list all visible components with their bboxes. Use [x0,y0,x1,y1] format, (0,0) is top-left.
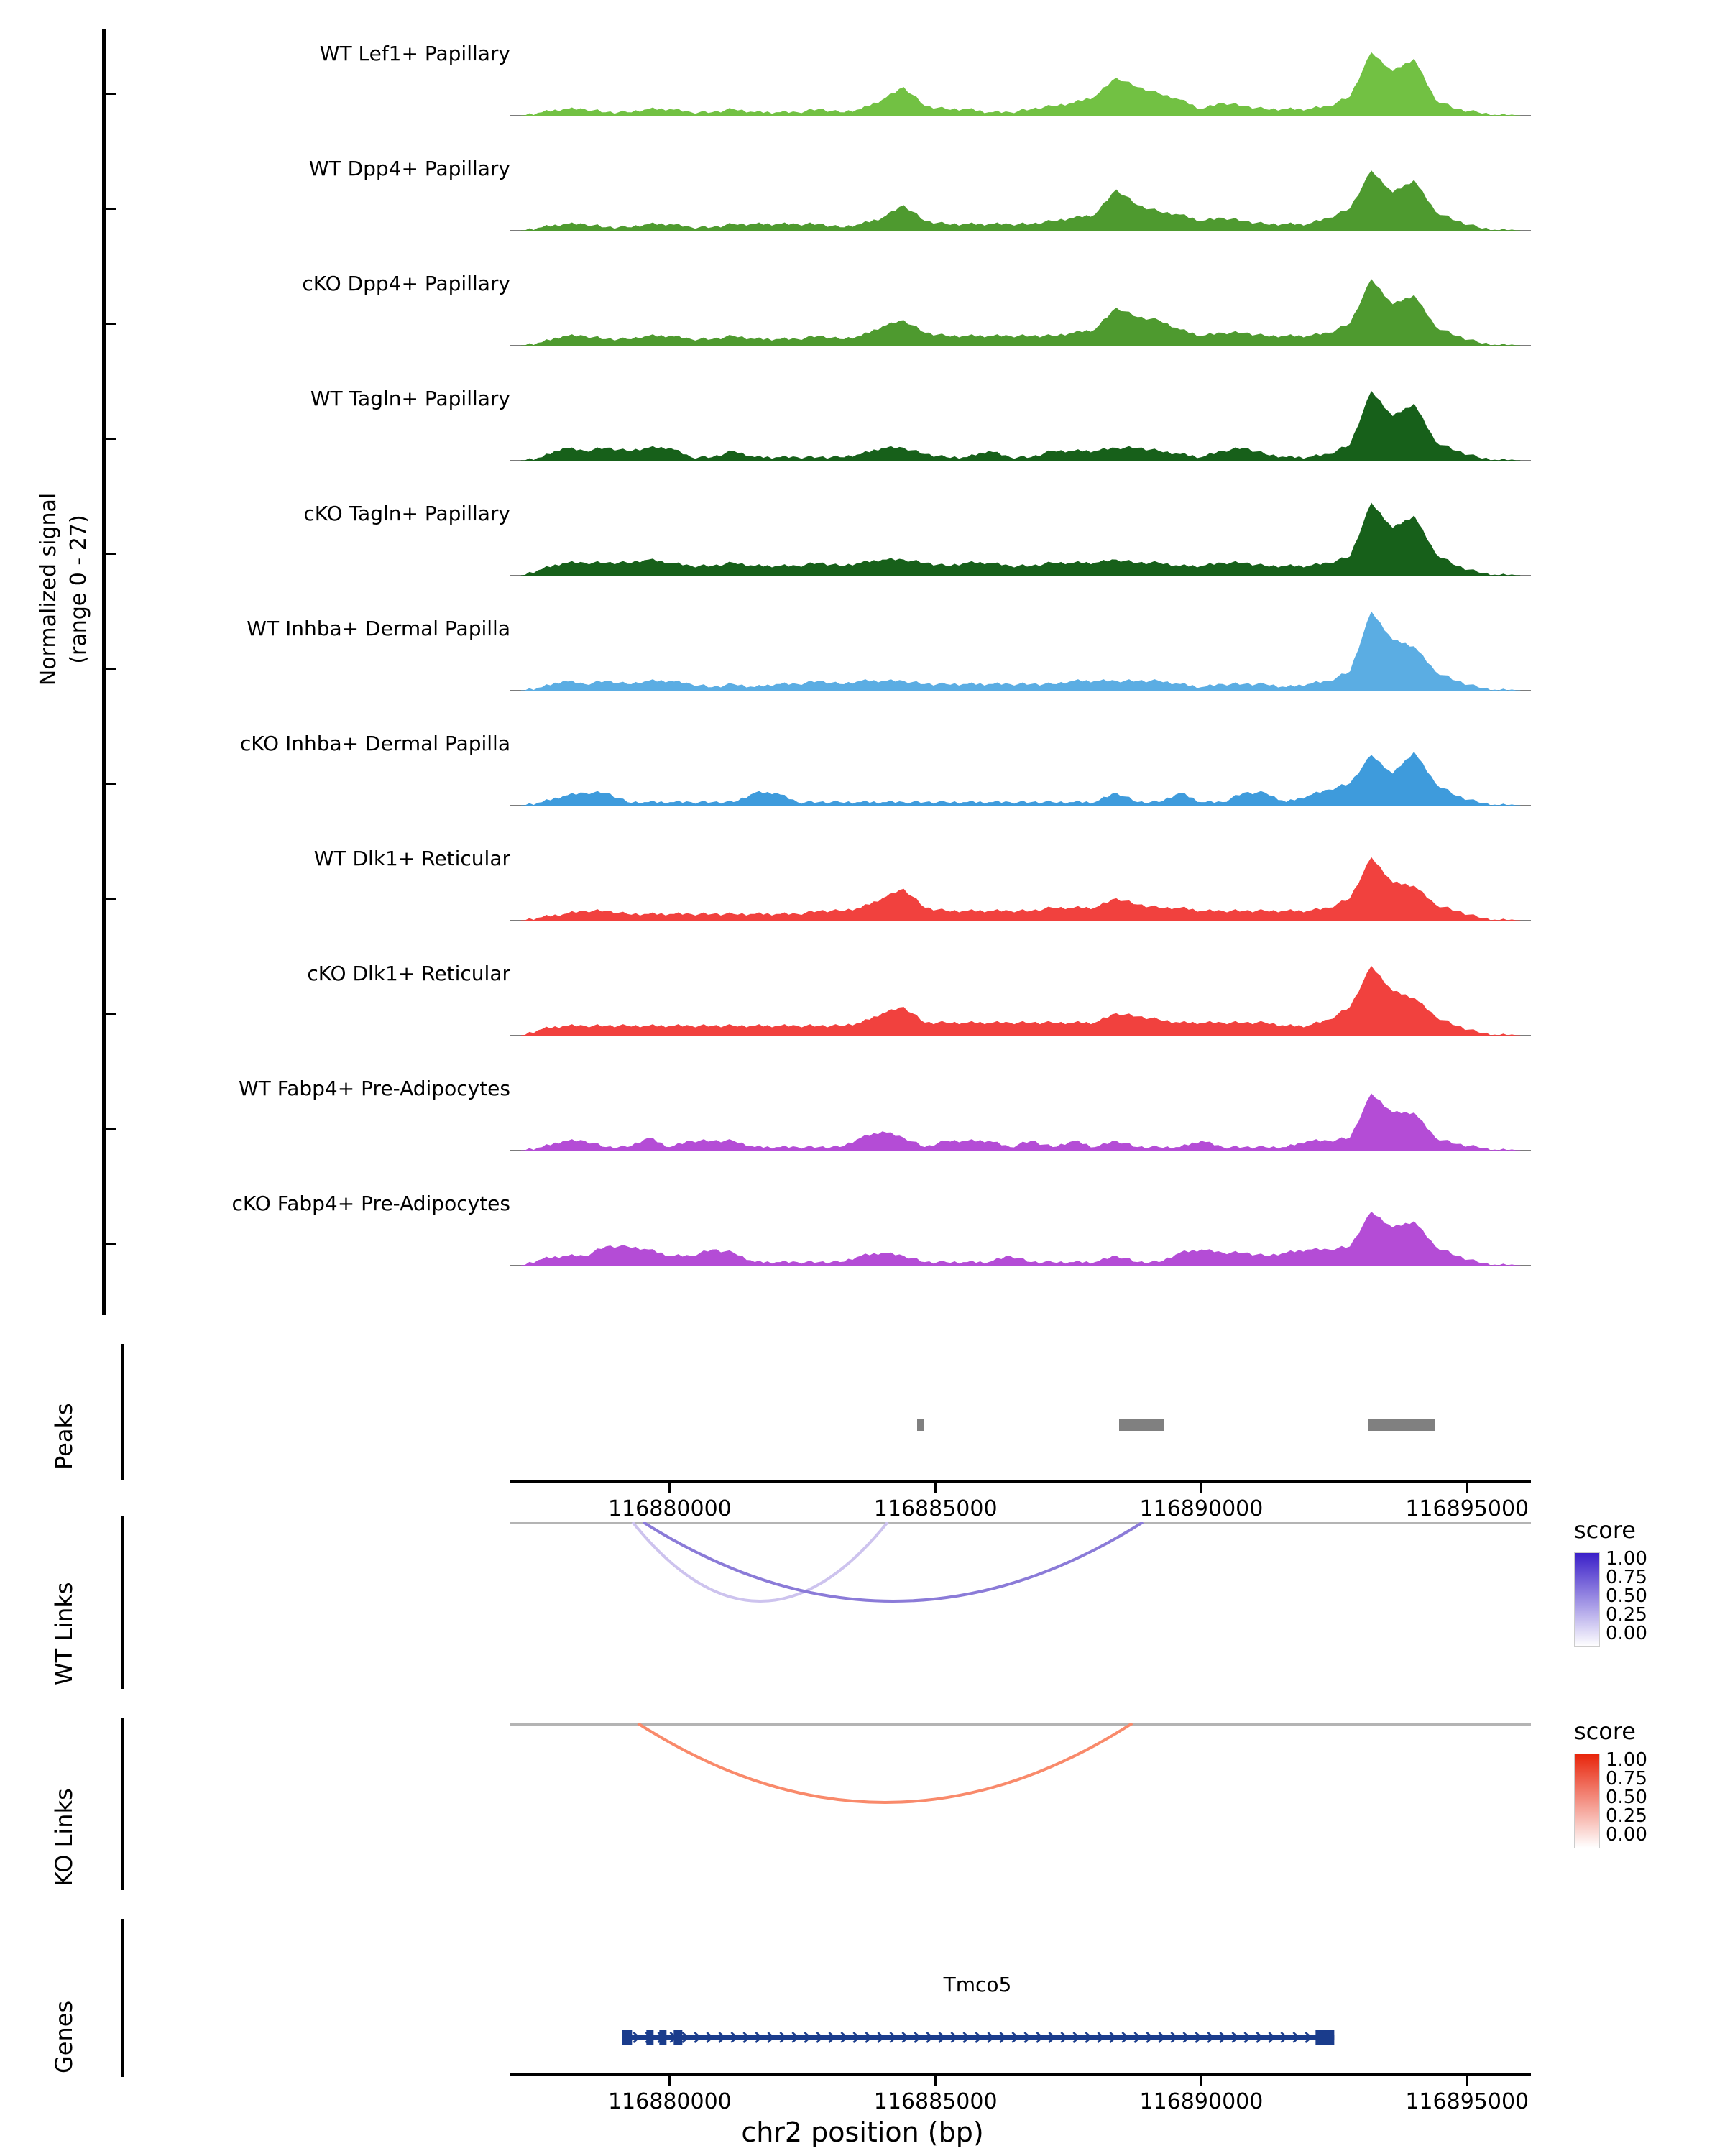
wt-legend-tick-2: 0.50 [1606,1585,1647,1607]
wt-legend-tick-1: 0.75 [1606,1567,1647,1588]
track-label: WT Fabp4+ Pre-Adipocytes [239,1077,510,1100]
wt-links-axis-bar [121,1516,124,1689]
track-signal-area [510,1171,1531,1286]
signal-axis-tick [102,323,116,325]
coverage-track [0,1056,1725,1171]
x-tick-label: 116890000 [1139,2089,1264,2114]
signal-axis-tick [102,438,116,440]
wt-links-legend [1574,1516,1647,1657]
x-tick-mark [1200,2076,1202,2086]
signal-axis-tick [102,1128,116,1130]
gene-body [622,2035,1334,2040]
coverage-track [0,22,1725,137]
signal-axis-tick [102,668,116,670]
track-label: cKO Tagln+ Papillary [303,502,510,525]
track-signal-area [510,252,1531,367]
peak-rect[interactable] [917,1419,924,1431]
coverage-track [0,826,1725,941]
peak-rect[interactable] [1368,1419,1435,1431]
ko-legend-tick-4: 0.00 [1606,1824,1647,1846]
genes-axis-bar [121,1919,124,2077]
wt-legend-tick-4: 0.00 [1606,1623,1647,1644]
peaks-x-axis-line [510,1480,1531,1483]
genes-label: Genes [50,2000,78,2073]
wt-links-arcs [510,1522,1531,1702]
ko-legend-title: score [1574,1718,1636,1745]
track-signal-area [510,482,1531,596]
x-axis-title: chr2 position (bp) [741,2116,984,2148]
link-arc[interactable] [638,1723,1133,1802]
coverage-track [0,596,1725,711]
peaks-axis-bar [121,1344,124,1480]
link-arc[interactable] [643,1522,1143,1601]
ko-links-axis-bar [121,1718,124,1890]
signal-axis-tick [102,93,116,95]
ko-links-legend [1574,1718,1647,1858]
link-arc[interactable] [632,1522,888,1601]
track-label: cKO Inhba+ Dermal Papilla [239,732,510,755]
track-signal-area [510,367,1531,482]
track-signal-area [510,22,1531,137]
track-signal-area [510,711,1531,826]
x-tick-label: 116880000 [607,1496,732,1521]
track-label: WT Dpp4+ Papillary [308,157,510,180]
ko-legend-colorbar [1574,1754,1600,1848]
track-label: WT Inhba+ Dermal Papilla [247,617,510,640]
gene-exon [622,2030,632,2045]
coverage-track [0,711,1725,826]
track-label: cKO Fabp4+ Pre-Adipocytes [231,1192,510,1215]
peaks-label: Peaks [50,1403,78,1470]
x-tick-label: 116895000 [1405,2089,1530,2114]
x-tick-mark [934,2076,937,2086]
signal-axis-tick [102,553,116,555]
x-tick-label: 116885000 [873,2089,998,2114]
wt-legend-tick-3: 0.25 [1606,1604,1647,1626]
wt-legend-ticks [1606,1549,1647,1643]
coverage-track [0,367,1725,482]
gene-name-tmco5[interactable]: Tmco5 [943,1973,1012,1996]
ko-legend-tick-3: 0.25 [1606,1805,1647,1827]
gene-model-tmco5[interactable] [510,2012,1531,2063]
x-tick-mark [934,1483,937,1493]
track-label: WT Lef1+ Papillary [319,42,510,65]
track-signal-area [510,137,1531,252]
y-axis-label-line1: Normalized signal [36,492,61,686]
signal-axis-tick [102,208,116,210]
wt-links-label: WT Links [50,1582,78,1685]
track-signal-area [510,596,1531,711]
coverage-track [0,1171,1725,1286]
wt-legend-title: score [1574,1516,1636,1544]
x-tick-label: 116880000 [607,2089,732,2114]
x-tick-mark [1200,1483,1202,1493]
y-axis-label-line2: (range 0 - 27) [66,515,91,664]
track-signal-area [510,1056,1531,1171]
track-label: WT Dlk1+ Reticular [313,847,510,870]
wt-legend-colorbar [1574,1552,1600,1647]
gene-exon [1315,2030,1334,2045]
genes-x-axis-line [510,2073,1531,2076]
genes-panel [0,1912,1725,2156]
coverage-track [0,941,1725,1056]
x-tick-mark [668,1483,671,1493]
wt-links-panel [0,1509,1725,1703]
x-tick-mark [1466,2076,1468,2086]
peak-rect[interactable] [1119,1419,1164,1431]
coverage-track [0,252,1725,367]
ko-links-arcs [510,1723,1531,1903]
x-tick-label: 116890000 [1139,1496,1264,1521]
ko-legend-tick-0: 1.00 [1606,1749,1647,1771]
wt-legend-tick-0: 1.00 [1606,1548,1647,1570]
coverage-track [0,137,1725,252]
x-tick-label: 116895000 [1405,1496,1530,1521]
track-signal-area [510,826,1531,941]
x-tick-mark [1466,1483,1468,1493]
signal-axis-tick [102,1243,116,1245]
peaks-panel [0,1337,1725,1521]
ko-legend-ticks [1606,1751,1647,1844]
track-label: cKO Dlk1+ Reticular [307,962,510,985]
track-signal-area [510,941,1531,1056]
x-tick-mark [668,2076,671,2086]
signal-axis-tick [102,1013,116,1015]
track-label: WT Tagln+ Papillary [310,387,510,410]
ko-legend-tick-1: 0.75 [1606,1768,1647,1789]
ko-links-panel [0,1710,1725,1904]
coverage-track [0,482,1725,596]
signal-axis-tick [102,783,116,785]
x-tick-label: 116885000 [873,1496,998,1521]
signal-axis-tick [102,898,116,900]
ko-links-label: KO Links [50,1788,78,1886]
ko-legend-tick-2: 0.50 [1606,1787,1647,1808]
track-label: cKO Dpp4+ Papillary [302,272,510,295]
